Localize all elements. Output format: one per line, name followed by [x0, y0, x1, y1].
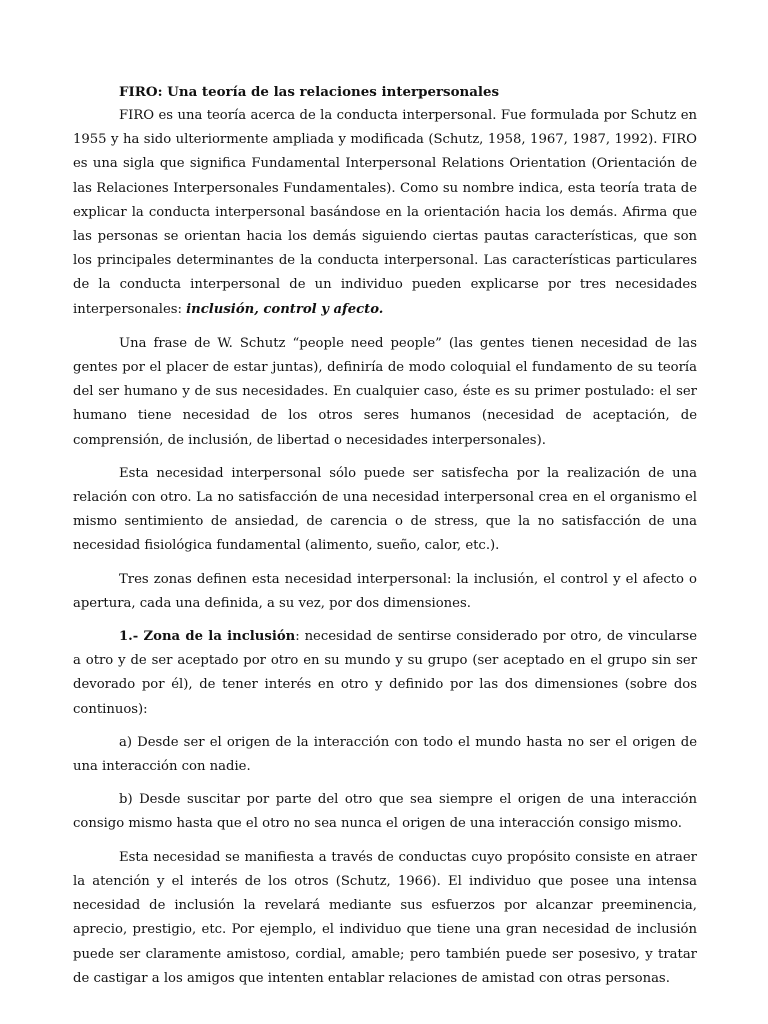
inclusion-zone-heading: 1.- Zona de la inclusión [119, 629, 296, 645]
paragraph-intro-emphasis: inclusión, control y afecto. [186, 301, 384, 317]
paragraph-dimension-b: b) Desde suscitar por parte del otro que sea siempre el origen de una interacción consigo mismo hasta que el otro no sea nunca el origen de una interacción consigo mismo. [73, 792, 697, 832]
paragraph-three-zones: Tres zonas definen esta necesidad interpersonal: la inclusión, el control y el afecto o apertura, cada una definida, a su vez, por dos dimensiones. [73, 571, 697, 611]
document-title: FIRO: Una teoría de las relaciones interpersonales [119, 84, 500, 100]
paragraph-inclusion-zone [73, 625, 697, 722]
paragraph-schutz-phrase: Una frase de W. Schutz “people need people” (las gentes tienen necesidad de las gentes por el placer de estar juntas), definiría de modo coloquial el fundamento de su teoría del ser humano y de sus necesidades. En cualquier caso, éste es su primer postulado: el ser humano tiene necesidad de los otros seres humanos (necesidad de aceptación, de comprensión, de inclusión, de libertad o necesidades interpersonales). [73, 335, 697, 448]
inclusion-zone-text: : necesidad de sentirse considerado por otro, de vincularse a otro y de ser aceptado por otro en su mundo y su grupo (ser aceptado en el grupo sin ser devorado por él), de tener interés en otro y definido por las dos dimensiones (sobre dos continuos): [73, 629, 697, 717]
paragraph-manifestation: Esta necesidad se manifiesta a través de conductas cuyo propósito consiste en atraer la atención y el interés de los otros (Schutz, 1966). El individuo que posee una intensa necesidad de inclusión la revelará mediante sus esfuerzos por alcanzar preeminencia, aprecio, prestigio, etc. Por ejemplo, el individuo que tiene una gran necesidad de inclusión puede ser claramente amistoso, cordial, amable; pero también puede ser posesivo, y tratar de castigar a los amigos que intenten entablar relaciones de amistad con otras personas. [73, 849, 697, 986]
paragraph-satisfaction: Esta necesidad interpersonal sólo puede ser satisfecha por la realización de una relación con otro. La no satisfacción de una necesidad interpersonal crea en el organismo el mismo sentimiento de ansiedad, de carencia o de stress, que la no satisfacción de una necesidad fisiológica fundamental (alimento, sueño, calor, etc.). [73, 465, 697, 554]
paragraph-intro [73, 104, 697, 322]
document-page [73, 80, 697, 1000]
paragraph-dimension-a: a) Desde ser el origen de la interacción con todo el mundo hasta no ser el origen de una interacción con nadie. [73, 734, 697, 775]
paragraph-intro-text: FIRO es una teoría acerca de la conducta interpersonal. Fue formulada por Schutz en 1955 y ha sido ulteriormente ampliada y modificada (Schutz, 1958, 1967, 1987, 1992). FIRO es una sigla que significa Fundamental Interpersonal Relations Orientation (Orientación de las Relaciones Interpersonales Fundamentales). Como su nombre indica, esta teoría trata de explicar la conducta interpersonal basándose en la orientación hacia los demás. Afirma que las personas se orientan hacia los demás siguiendo ciertas pautas características, que son los principales determinantes de la conducta interpersonal. Las características particulares de la conducta interpersonal de un individuo pueden explicarse por tres necesidades interpersonales: [73, 108, 697, 317]
